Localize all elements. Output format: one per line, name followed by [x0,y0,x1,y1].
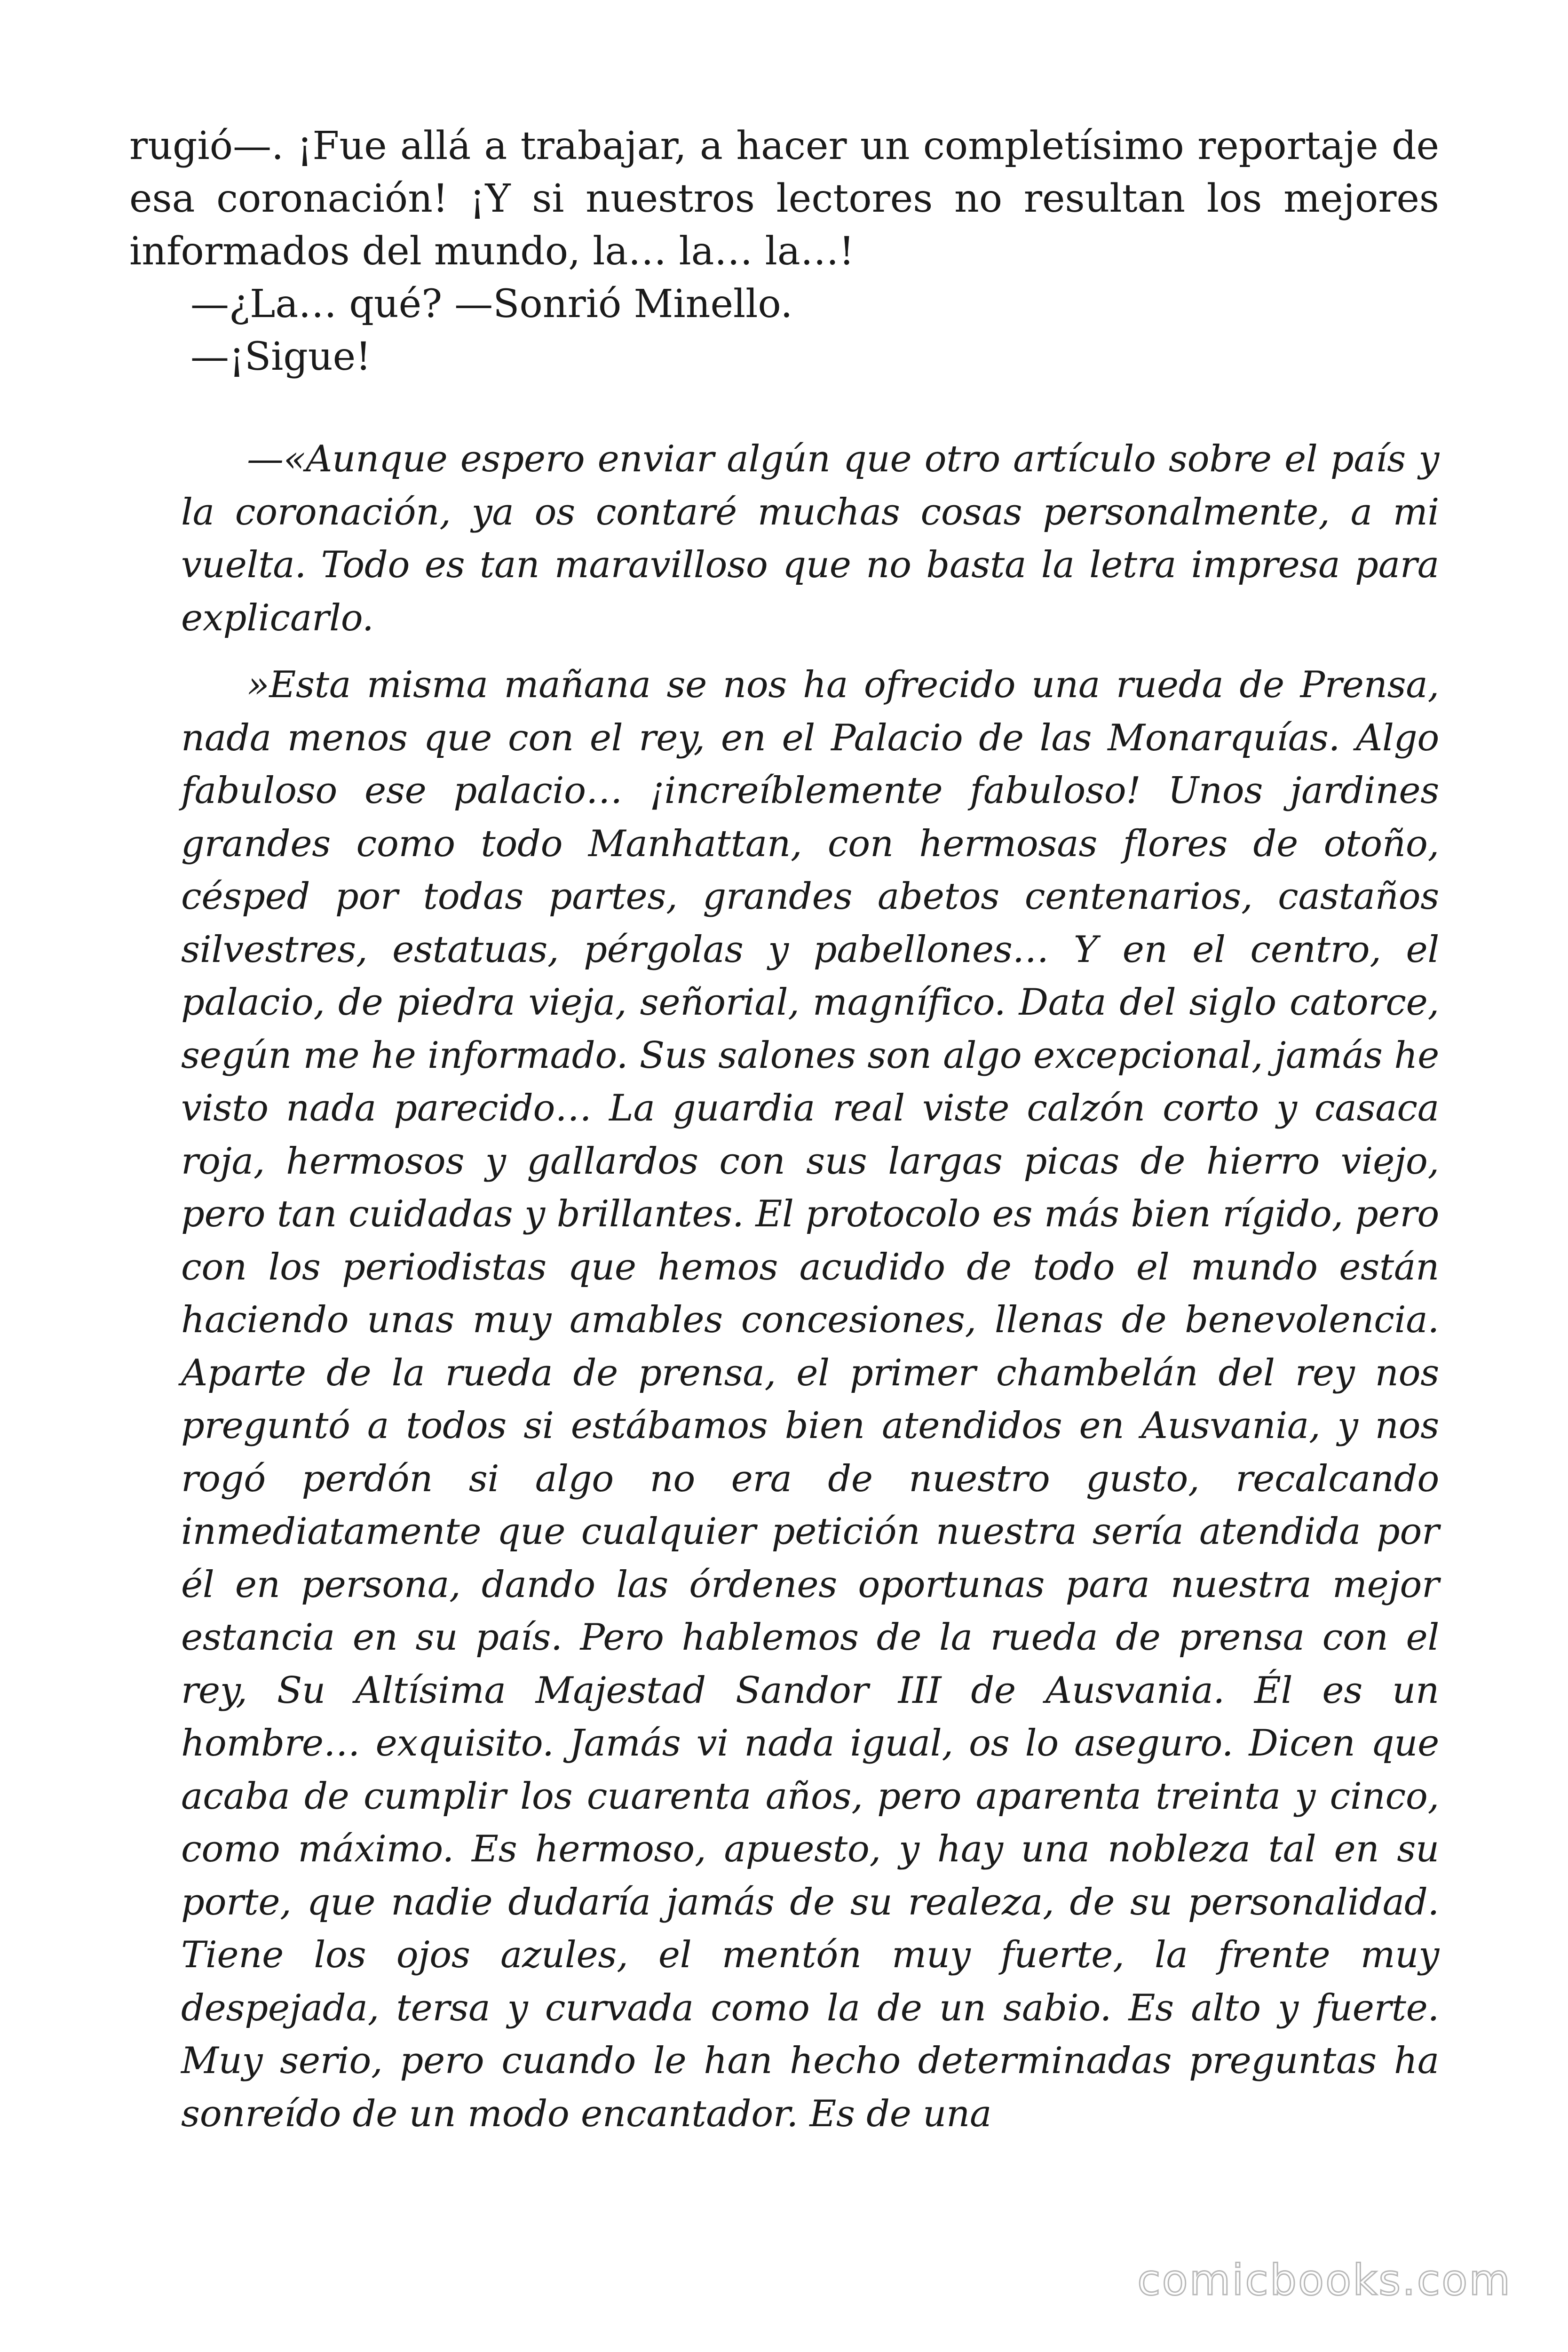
page-body [129,120,1439,2154]
narration-paragraph: rugió—. ¡Fue allá a trabajar, a hacer un completísimo reportaje de esa coronación! ¡Y si nuestros lectores no resultan los mejores informados del mundo, la… la… la…! [129,124,1439,274]
letter-paragraph: —«Aunque espero enviar algún que otro artículo sobre el país y la coronación, ya os contaré muchas cosas personalmente, a mi vuelta. Todo es tan maravilloso que no basta la letra impresa para explicarlo. [181,438,1439,639]
letter-paragraph: »Esta misma mañana se nos ha ofrecido una rueda de Prensa, nada menos que con el rey, en el Palacio de las Monarquías. Algo fabuloso ese palacio… ¡increíblemente fabuloso! Unos jardines grandes como todo Manhattan, con hermosas flores de otoño, césped por todas partes, grandes abetos centenarios, castaños silvestres, estatuas, pérgolas y pabellones… Y en el centro, el palacio, de piedra vieja, señorial, magnífico. Data del siglo catorce, según me he informado. Sus salones son algo excepcional, jamás he visto nada parecido… La guardia real viste calzón corto y casaca roja, hermosos y gallardos con sus largas picas de hierro viejo, pero tan cuidadas y brillantes. El protocolo es más bien rígido, pero con los periodistas que hemos acudido de todo el mundo están haciendo unas muy amables concesiones, llenas de benevolencia. Aparte de la rueda de prensa, el primer chambelán del rey nos preguntó a todos si estábamos bien atendidos en Ausvania, y nos rogó perdón si algo no era de nuestro gusto, recalcando inmediatamente que cualquier petición nuestra sería atendida por él en persona, dando las órdenes oportunas para nuestra mejor estancia en su país. Pero hablemos de la rueda de prensa con el rey, Su Altísima Majestad Sandor III de Ausvania. Él es un hombre… exquisito. Jamás vi nada igual, os lo aseguro. Dicen que acaba de cumplir los cuarenta años, pero aparenta treinta y cinco, como máximo. Es hermoso, apuesto, y hay una nobleza tal en su porte, que nadie dudaría jamás de su realeza, de su personalidad. Tiene los ojos azules, el mentón muy fuerte, la frente muy despejada, tersa y curvada como la de un sabio. Es alto y fuerte. Muy serio, pero cuando le han hecho determinadas preguntas ha sonreído de un modo encantador. Es de una [181,664,1439,2135]
quoted-letter [181,433,1439,2140]
dialogue-line: —¿La… qué? —Sonrió Minello. [190,282,793,326]
watermark-text: comicbooks.com [1137,2256,1512,2305]
dialogue-line: —¡Sigue! [190,334,372,379]
